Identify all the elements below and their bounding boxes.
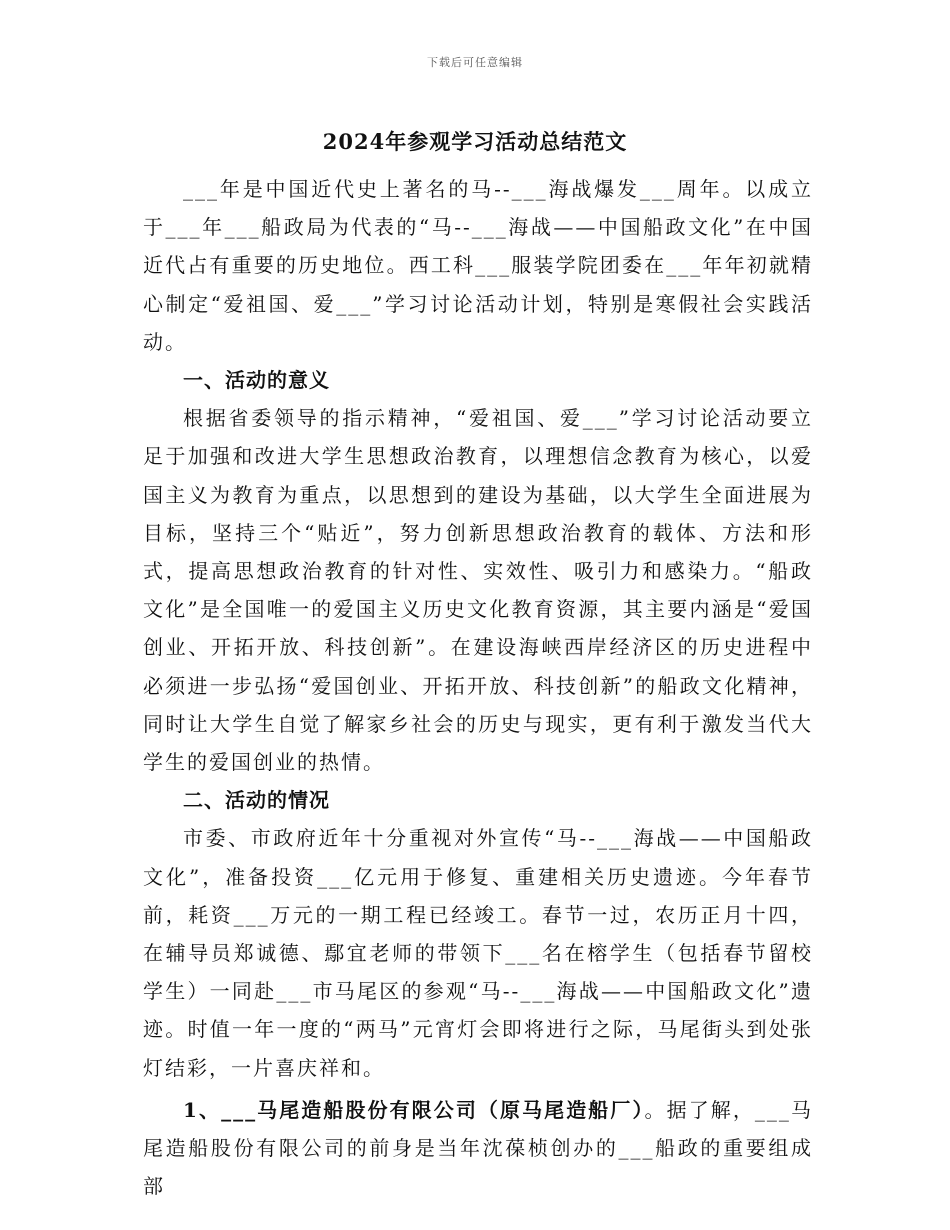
section-heading-significance: 一、活动的意义: [183, 368, 330, 393]
header-note: 下载后可任意编辑: [427, 56, 523, 69]
intro-paragraph: ___年是中国近代史上著名的马--___海战爆发___周年。以成立于___年___船政局为代表的“马--___海战——中国船政文化”在中国近代占有重要的历史地位。西工科___服装学院团委在___年年初就精心制定“爱祖国、爱___”学习讨论活动计划，特别是寒假社会实践活动。: [143, 177, 813, 354]
page-title: 2024年参观学习活动总结范文: [322, 129, 628, 154]
item-heading-shipyard: 1、___马尾造船股份有限公司（原马尾造船厂）: [183, 1097, 645, 1122]
item-body-shipyard: 。据了解，___马尾造船股份有限公司的前身是当年沈葆桢创办的___船政的重要组成部: [143, 1097, 814, 1199]
section-paragraph-significance: 根据省委领导的指示精神，“爱祖国、爱___”学习讨论活动要立足于加强和改进大学生思想政治教育，以理想信念教育为核心，以爱国主义为教育为重点，以思想到的建设为基础，以大学生全面进展为目标，坚持三个“贴近”，努力创新思想政治教育的载体、方法和形式，提高思想政治教育的针对性、实效性、吸引力和感染力。“船政文化”是全国唯一的爱国主义历史文化教育资源，其主要内涵是“爱国创业、开拓开放、科技创新”。在建设海峡西岸经济区的历史进程中必须进一步弘扬“爱国创业、开拓开放、科技创新”的船政文化精神，同时让大学生自觉了解家乡社会的历史与现实，更有利于激发当代大学生的爱国创业的热情。: [143, 406, 813, 775]
section-paragraph-situation: 市委、市政府近年十分重视对外宣传“马--___海战——中国船政文化”，准备投资___亿元用于修复、重建相关历史遗迹。今年春节前，耗资___万元的一期工程已经竣工。春节一过，农历正月十四，在辅导员郑诚德、鄢宜老师的带领下___名在榕学生（包括春节留校学生）一同赴___市马尾区的参观“马--___海战——中国船政文化”遗迹。时值一年一度的“两马”元宵灯会即将进行之际，马尾街头到处张灯结彩，一片喜庆祥和。: [143, 826, 813, 1080]
section-heading-situation: 二、活动的情况: [183, 788, 330, 813]
document-body: [143, 170, 813, 1205]
item-paragraph-shipyard: [143, 1091, 813, 1206]
